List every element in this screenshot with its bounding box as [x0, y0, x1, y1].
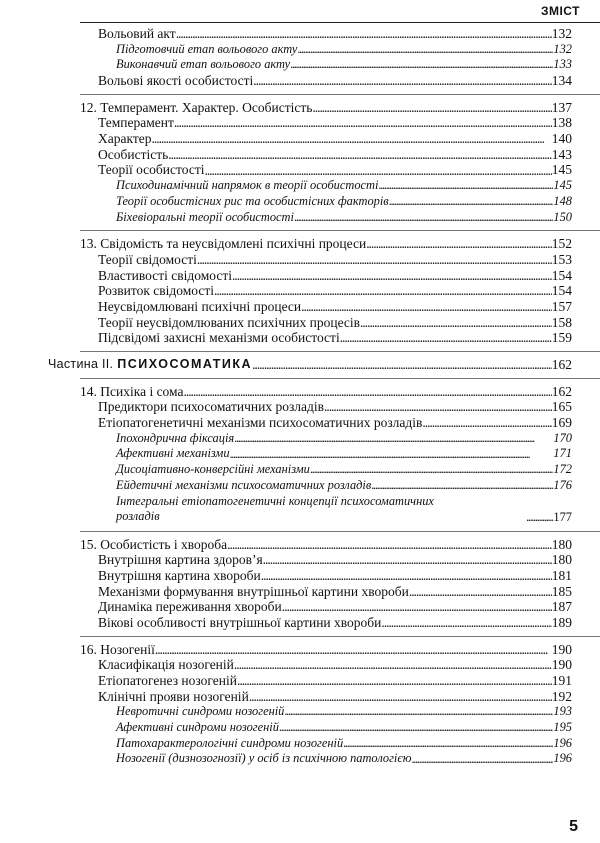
header-rule: [80, 22, 600, 23]
section-divider: [0, 225, 600, 236]
table-of-contents: [0, 26, 600, 767]
toc-section-entry[interactable]: [98, 147, 572, 163]
toc-entry-page: 195: [553, 720, 572, 735]
section-divider: [0, 526, 600, 537]
toc-entry-page: 196: [553, 751, 572, 766]
toc-section-entry[interactable]: [98, 415, 572, 431]
toc-entry-page: 172: [553, 462, 572, 477]
dot-leader: [252, 357, 552, 373]
dot-leader: [184, 384, 552, 400]
toc-entry-page: 157: [551, 298, 572, 314]
dot-leader: [234, 657, 552, 673]
toc-subsection-entry[interactable]: [116, 736, 572, 752]
toc-section-entry[interactable]: [98, 299, 572, 315]
toc-entry-title: Теорії свідомості: [98, 251, 197, 267]
toc-entry-title: Психодинамічний напрямок в теорії особистості: [116, 178, 379, 193]
toc-subsection-entry[interactable]: [116, 462, 572, 478]
page-number: 5: [569, 818, 578, 835]
toc-subsection-entry[interactable]: [116, 494, 572, 526]
toc-entry-title: Вольові якості особистості: [98, 73, 254, 89]
toc-entry-page: 159: [551, 330, 572, 346]
toc-entry-title: Біхевіоральні теорії особистості: [116, 209, 294, 224]
dot-leader: [360, 315, 552, 331]
dot-leader: [155, 642, 552, 658]
dot-leader: [312, 100, 551, 116]
toc-section-entry[interactable]: [98, 268, 572, 284]
toc-subsection-entry[interactable]: [116, 431, 572, 447]
toc-entry-page: 193: [553, 704, 572, 719]
toc-entry-title: Властивості свідомості: [98, 267, 232, 283]
dot-leader: [253, 73, 551, 89]
dot-leader: [301, 299, 552, 315]
header-section-title: ЗМІСТ: [540, 4, 580, 18]
dot-leader: [340, 330, 552, 346]
section-divider: [0, 346, 600, 357]
toc-subsection-entry[interactable]: [116, 57, 572, 73]
dot-leader: [234, 431, 553, 447]
dot-leader: [152, 131, 552, 147]
toc-entry-title: Динаміка переживання хвороби: [98, 599, 282, 615]
toc-section-entry[interactable]: [98, 163, 572, 179]
toc-entry-page: 145: [553, 178, 572, 193]
dot-leader: [249, 689, 552, 705]
toc-entry-title: Характер: [98, 131, 152, 147]
toc-entry-title: Особистість: [98, 146, 169, 162]
dot-leader: [176, 26, 552, 42]
toc-entry-title: Інтегральні етіопатогенетичні концепції психосоматичних розладів: [116, 493, 434, 524]
toc-section-entry[interactable]: [98, 252, 572, 268]
dot-leader: [232, 268, 552, 284]
toc-entry-title: Афективні синдроми нозогеній: [116, 720, 279, 735]
toc-entry-title: Патохарактерологічні синдроми нозогеній: [116, 735, 344, 750]
section-divider: [0, 373, 600, 384]
toc-entry-page: 133: [553, 57, 572, 72]
dot-leader: [204, 163, 551, 179]
toc-chapter-entry[interactable]: [80, 384, 572, 400]
toc-entry-title: Нозогенії (дизнозогнозії) у осіб із психічною патологією: [116, 751, 412, 766]
toc-section-entry[interactable]: [98, 330, 572, 346]
toc-section-entry[interactable]: [98, 399, 572, 415]
toc-entry-page: 158: [551, 314, 572, 330]
dot-leader: [422, 415, 551, 431]
toc-entry-page: 191: [551, 673, 572, 689]
toc-entry-title: Невротичні синдроми нозогеній: [116, 704, 285, 719]
toc-entry-page: 154: [551, 283, 572, 299]
toc-entry-title: Предиктори психосоматичних розладів: [98, 399, 324, 415]
dot-leader: [526, 510, 553, 526]
toc-subsection-entry[interactable]: [116, 194, 572, 210]
toc-section-entry[interactable]: [98, 599, 572, 615]
toc-chapter-entry[interactable]: [80, 642, 572, 658]
toc-entry-page: 187: [551, 599, 572, 615]
dot-leader: [214, 283, 552, 299]
toc-entry-title: Внутрішня картина хвороби: [98, 567, 261, 583]
toc-entry-title: Теорії неусвідомлюваних психічних процесів: [98, 314, 361, 330]
toc-entry-title: Темперамент: [98, 115, 174, 131]
toc-section-entry[interactable]: [98, 552, 572, 568]
toc-entry-title: Підсвідомі захисні механізми особистості: [98, 330, 340, 346]
part-title: ПСИХОСОМАТИКА: [117, 357, 253, 372]
toc-entry-title: 13. Свідомість та неусвідомлені психічні процеси: [80, 236, 367, 252]
dot-leader: [294, 210, 553, 226]
toc-entry-title: Теорії особистісних рис та особистісних факторів: [116, 193, 389, 208]
toc-entry-page: 162: [551, 383, 572, 399]
dot-leader: [237, 673, 552, 689]
toc-entry-page: 137: [551, 99, 572, 115]
toc-section-entry[interactable]: [98, 315, 572, 331]
toc-entry-title: Вольовий акт: [98, 25, 176, 41]
toc-subsection-entry[interactable]: [116, 478, 572, 494]
toc-entry-page: 185: [551, 583, 572, 599]
dot-leader: [230, 447, 554, 463]
toc-section-entry[interactable]: [98, 657, 572, 673]
section-divider: [0, 89, 600, 100]
dot-leader: [343, 736, 553, 752]
part-label: Частина II.: [48, 357, 114, 372]
toc-entry-page: 181: [551, 567, 572, 583]
toc-entry-page: 143: [551, 146, 572, 162]
toc-entry-page: 165: [551, 399, 572, 415]
toc-entry-title: 14. Психіка і сома: [80, 383, 184, 399]
toc-chapter-entry[interactable]: [80, 236, 572, 252]
toc-entry-page: 138: [551, 115, 572, 131]
toc-chapter-entry[interactable]: [80, 100, 572, 116]
toc-entry-page: 169: [551, 415, 572, 431]
toc-entry-title: Клінічні прояви нозогеній: [98, 688, 249, 704]
toc-entry-page: 132: [553, 41, 572, 56]
toc-section-entry[interactable]: [98, 615, 572, 631]
toc-entry-page: 150: [553, 209, 572, 224]
toc-entry-page: 162: [551, 357, 572, 373]
toc-subsection-entry[interactable]: [116, 447, 572, 463]
toc-section-entry[interactable]: [98, 673, 572, 689]
toc-entry-title: Дисоціативно-конверсійні механізми: [116, 462, 310, 477]
toc-entry-title: Підготовчий етап вольового акту: [116, 41, 298, 56]
toc-entry-title: Іпохондрична фіксація: [116, 430, 235, 445]
toc-entry-title: 15. Особистість і хвороба: [80, 536, 228, 552]
toc-entry-page-group: [526, 510, 572, 526]
toc-entry-page: 190: [551, 657, 572, 673]
dot-leader: [263, 552, 552, 568]
toc-entry-title: Неусвідомлювані психічні процеси: [98, 298, 302, 314]
toc-section-entry[interactable]: [98, 131, 572, 147]
toc-entry-title: 16. Нозогенії: [80, 641, 155, 657]
toc-entry-title: Етіопатогенетичні механізми психосоматичних розладів: [98, 415, 423, 431]
dot-leader: [389, 194, 554, 210]
dot-leader: [324, 399, 552, 415]
dot-leader: [279, 720, 553, 736]
toc-entry-page: 152: [551, 236, 572, 252]
dot-leader: [371, 478, 553, 494]
toc-entry-page: 189: [551, 614, 572, 630]
toc-section-entry[interactable]: [98, 26, 572, 42]
dot-leader: [168, 147, 551, 163]
dot-leader: [297, 42, 553, 58]
toc-subsection-entry[interactable]: [116, 178, 572, 194]
toc-entry-page: 192: [551, 688, 572, 704]
toc-section-entry[interactable]: [98, 115, 572, 131]
toc-entry-title: Виконавчий етап вольового акту: [116, 57, 291, 72]
toc-subsection-entry[interactable]: [116, 42, 572, 58]
toc-entry-title: Афективні механізми: [116, 446, 230, 461]
toc-entry-page: 180: [551, 552, 572, 568]
toc-entry-page: 196: [553, 735, 572, 750]
toc-entry-title: Внутрішня картина здоров’я: [98, 552, 263, 568]
toc-entry-page: 171: [553, 446, 572, 461]
toc-section-entry[interactable]: [98, 568, 572, 584]
dot-leader: [227, 537, 552, 553]
toc-chapter-entry[interactable]: [80, 537, 572, 553]
toc-entry-title: Вікові особливості внутрішньої картини хвороби: [98, 614, 382, 630]
section-divider: [0, 631, 600, 642]
dot-leader: [290, 57, 553, 73]
dot-leader: [284, 704, 553, 720]
toc-entry-page: 177: [553, 509, 572, 524]
toc-entry-page: 145: [551, 162, 572, 178]
toc-section-entry[interactable]: [98, 73, 572, 89]
toc-section-entry[interactable]: [98, 584, 572, 600]
toc-entry-page: 132: [551, 25, 572, 41]
toc-entry-page: 154: [551, 267, 572, 283]
dot-leader: [409, 584, 552, 600]
dot-leader: [310, 462, 554, 478]
toc-entry-page: 190: [551, 641, 572, 657]
toc-entry-page: 134: [551, 73, 572, 89]
dot-leader: [366, 236, 552, 252]
toc-entry-title: Класифікація нозогеній: [98, 657, 234, 673]
toc-part-entry[interactable]: [48, 357, 572, 373]
toc-section-entry[interactable]: [98, 283, 572, 299]
toc-entry-title: Ейдетичні механізми психосоматичних розладів: [116, 477, 372, 492]
toc-entry-title: Теорії особистості: [98, 162, 205, 178]
dot-leader: [411, 752, 553, 768]
toc-entry-page: 140: [551, 131, 572, 147]
dot-leader: [381, 615, 551, 631]
toc-entry-page: 176: [553, 477, 572, 492]
toc-entry-title: 12. Темперамент. Характер. Особистість: [80, 99, 313, 115]
toc-entry-page: 148: [553, 193, 572, 208]
toc-subsection-entry[interactable]: [116, 720, 572, 736]
toc-subsection-entry[interactable]: [116, 752, 572, 768]
dot-leader: [197, 252, 552, 268]
toc-entry-title: Етіопатогенез нозогеній: [98, 673, 237, 689]
toc-entry-page: 153: [551, 251, 572, 267]
dot-leader: [282, 599, 552, 615]
toc-section-entry[interactable]: [98, 689, 572, 705]
toc-entry-page: 170: [553, 430, 572, 445]
toc-subsection-entry[interactable]: [116, 704, 572, 720]
toc-entry-title: Розвиток свідомості: [98, 283, 215, 299]
toc-entry-title: Механізми формування внутрішньої картини хвороби: [98, 583, 409, 599]
toc-subsection-entry[interactable]: [116, 210, 572, 226]
dot-leader: [378, 178, 553, 194]
dot-leader: [261, 568, 552, 584]
dot-leader: [174, 115, 552, 131]
toc-entry-page: 180: [551, 536, 572, 552]
